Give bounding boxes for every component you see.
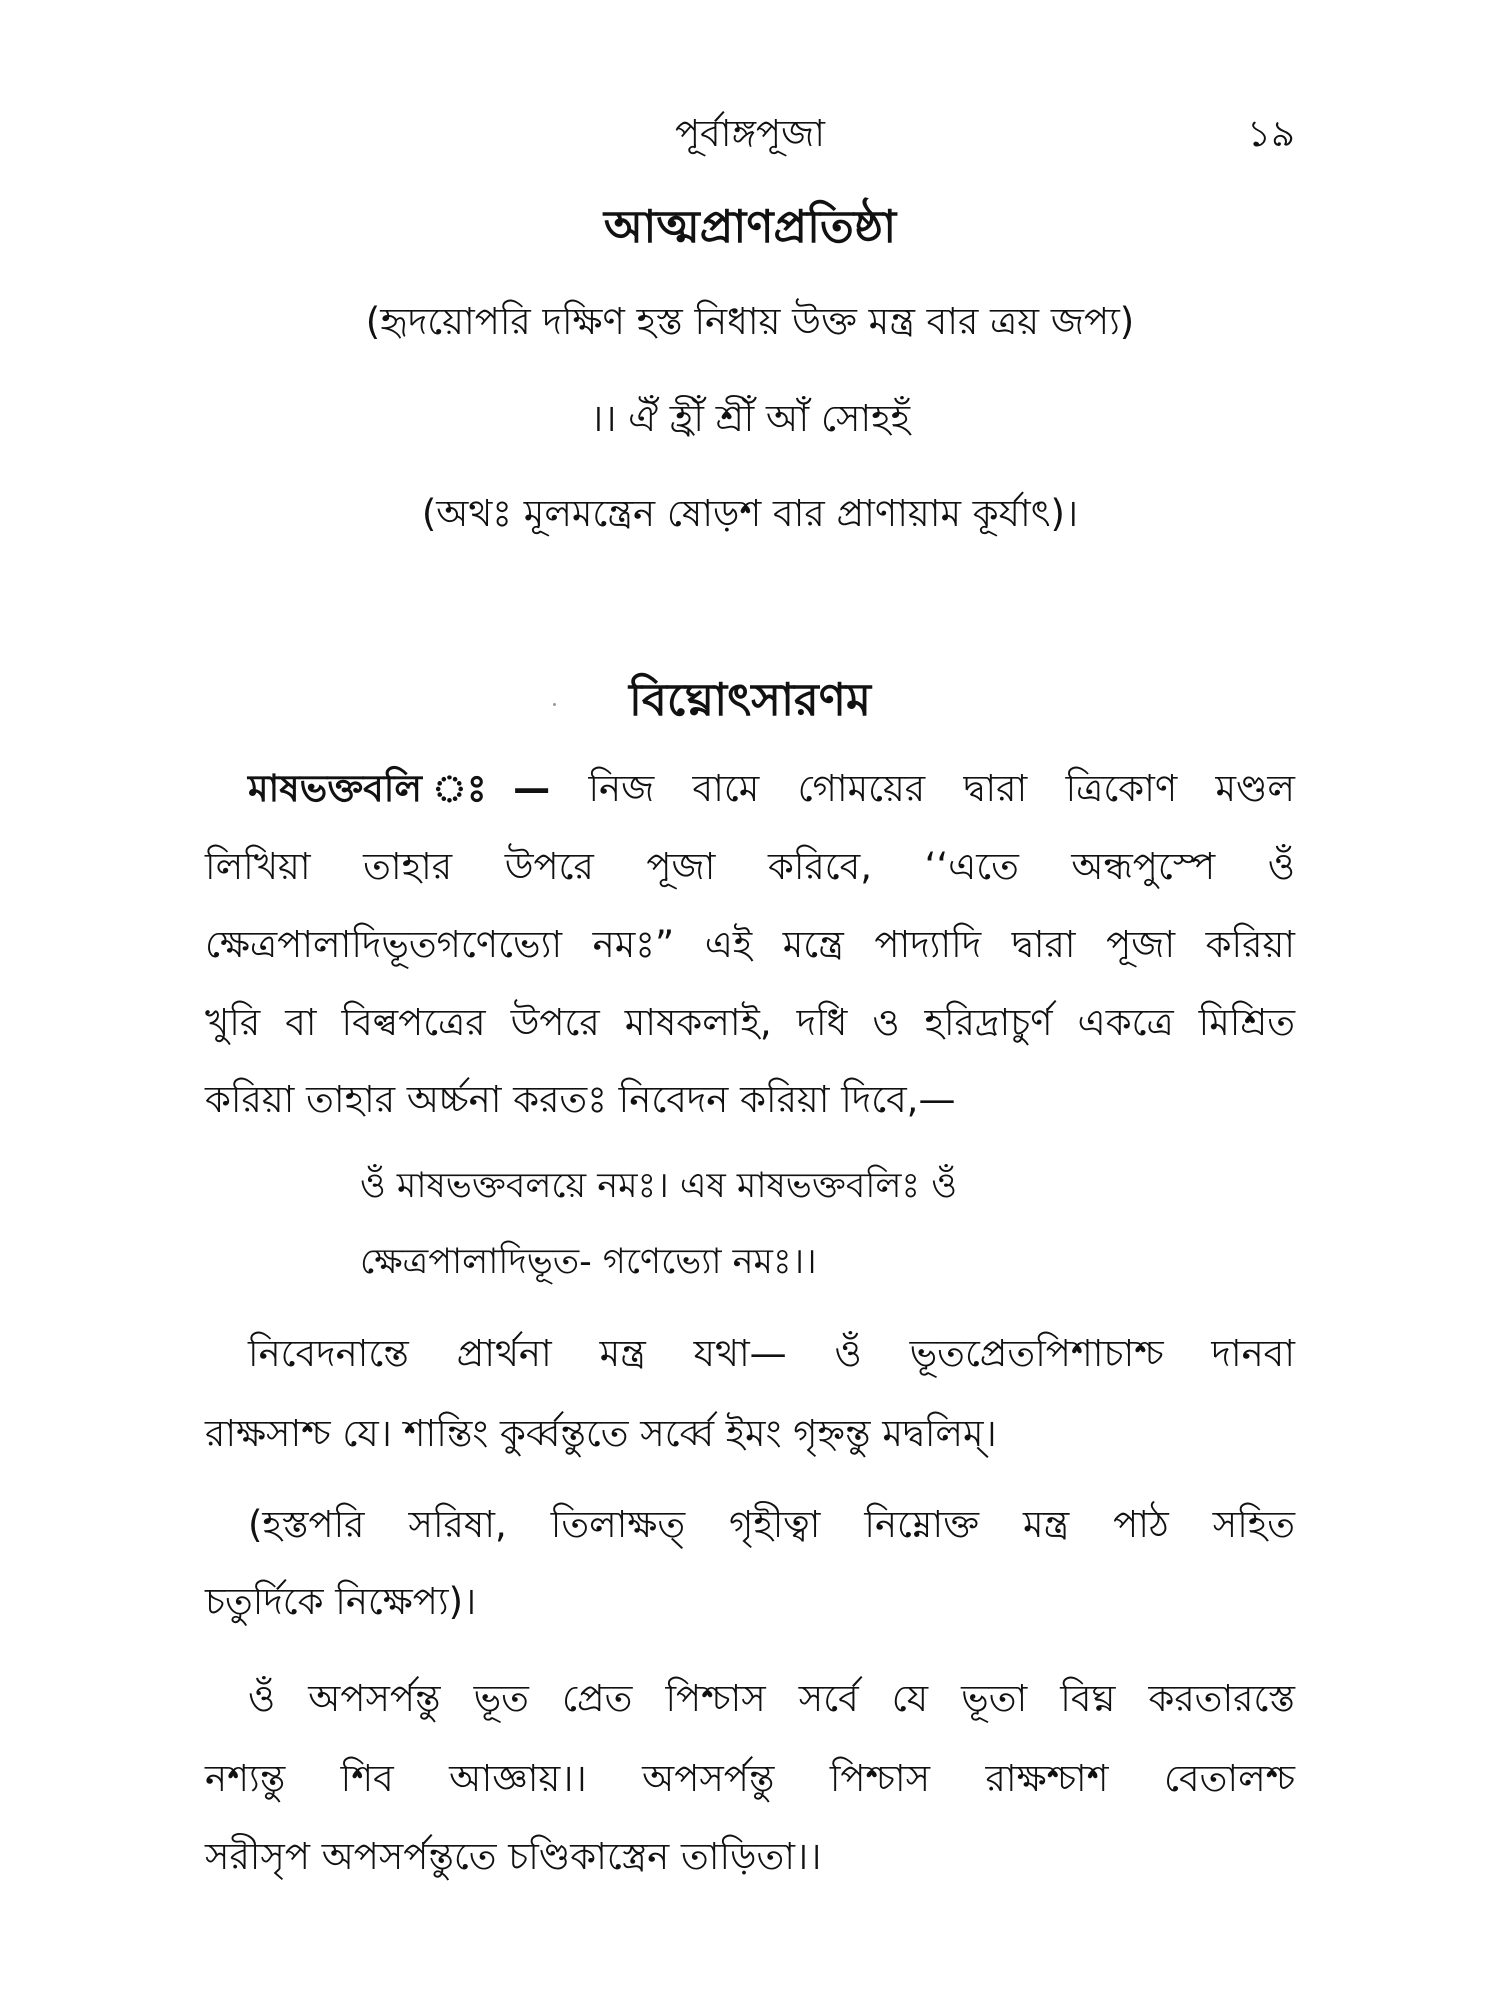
final-mantra-line: নশ্যন্তু শিব আজ্ঞায়।। অপসর্পন্তু পিশ্চাস রাক্ষশ্চাশ বেতালশ্চ <box>205 1757 1295 1800</box>
para1-label: মাষভক্তবলি ঃ— <box>248 767 551 810</box>
final-mantra-line: সরীসৃপ অপসর্পন্তুতে চণ্ডিকাস্ত্রেন তাড়িতা।। <box>205 1835 822 1878</box>
bali-mantra-line: ওঁ মাষভক্তবলয়ে নমঃ। এষ মাষভক্তবলিঃ ওঁ <box>360 1166 957 1206</box>
para1-line <box>248 767 1295 811</box>
bali-mantra-line: ক্ষেত্রপালাদিভূত- গণেভ্যো নমঃ।। <box>360 1242 817 1282</box>
instruction-line: চতুর্দিকে নিক্ষেপ্য)। <box>205 1580 477 1623</box>
para1-line: করিয়া তাহার অর্চ্চনা করতঃ নিবেদন করিয়া দিবে,— <box>205 1078 956 1121</box>
para1-line: ক্ষেত্রপালাদিভূতগণেভ্যো নমঃ” এই মন্ত্রে পাদ্যাদি দ্বারা পূজা করিয়া <box>205 923 1295 966</box>
atmapran-instruction: (হৃদয়োপরি দক্ষিণ হস্ত নিধায় উক্ত মন্ত্র বার ত্রয় জপ্য) <box>365 300 1135 343</box>
page-number: ১৯ <box>1246 112 1295 155</box>
atmapran-mantra: ।। ঐঁ হ্রীঁ শ্রীঁ আঁ সোহহঁ <box>589 397 911 440</box>
para1-line: লিখিয়া তাহার উপরে পূজা করিবে, ‘‘এতে অন্ধপুস্পে ওঁ <box>205 845 1295 888</box>
section-title-atmapran: আত্মপ্রাণপ্রতিষ্ঠা <box>603 200 897 253</box>
final-mantra-line: ওঁ অপসর্পন্তু ভূত প্রেত পিশ্চাস সর্বে যে ভূতা বিঘ্ন করতারস্তে <box>248 1677 1295 1720</box>
prayer-line: নিবেদনান্তে প্রার্থনা মন্ত্র যথা— ওঁ ভূতপ্রেতপিশাচাশ্চ দানবা <box>248 1332 1295 1375</box>
para1-line-text: নিজ বামে গোময়ের দ্বারা ত্রিকোণ মণ্ডল <box>588 767 1295 810</box>
para1-line: খুরি বা বিল্বপত্রের উপরে মাষকলাই, দধি ও হরিদ্রাচুর্ণ একত্রে মিশ্রিত <box>205 1001 1295 1044</box>
running-header: পূর্বাঙ্গপূজা <box>675 112 825 155</box>
instruction-line: (হস্তপরি সরিষা, তিলাক্ষত্ গৃহীত্বা নিম্নোক্ত মন্ত্র পাঠ সহিত <box>248 1503 1295 1546</box>
atmapran-note: (অথঃ মূলমন্ত্রেন ষোড়শ বার প্রাণায়াম কূর্যাৎ)। <box>421 492 1079 535</box>
prayer-line: রাক্ষসাশ্চ যে। শান্তিং কুর্ব্বন্তুতে সর্ব্বে ইমং গৃহ্নন্তু মদ্বলিম্। <box>205 1412 997 1455</box>
section-title-vighnotsaranam: বিঘ্নোৎসারণম <box>629 673 871 726</box>
